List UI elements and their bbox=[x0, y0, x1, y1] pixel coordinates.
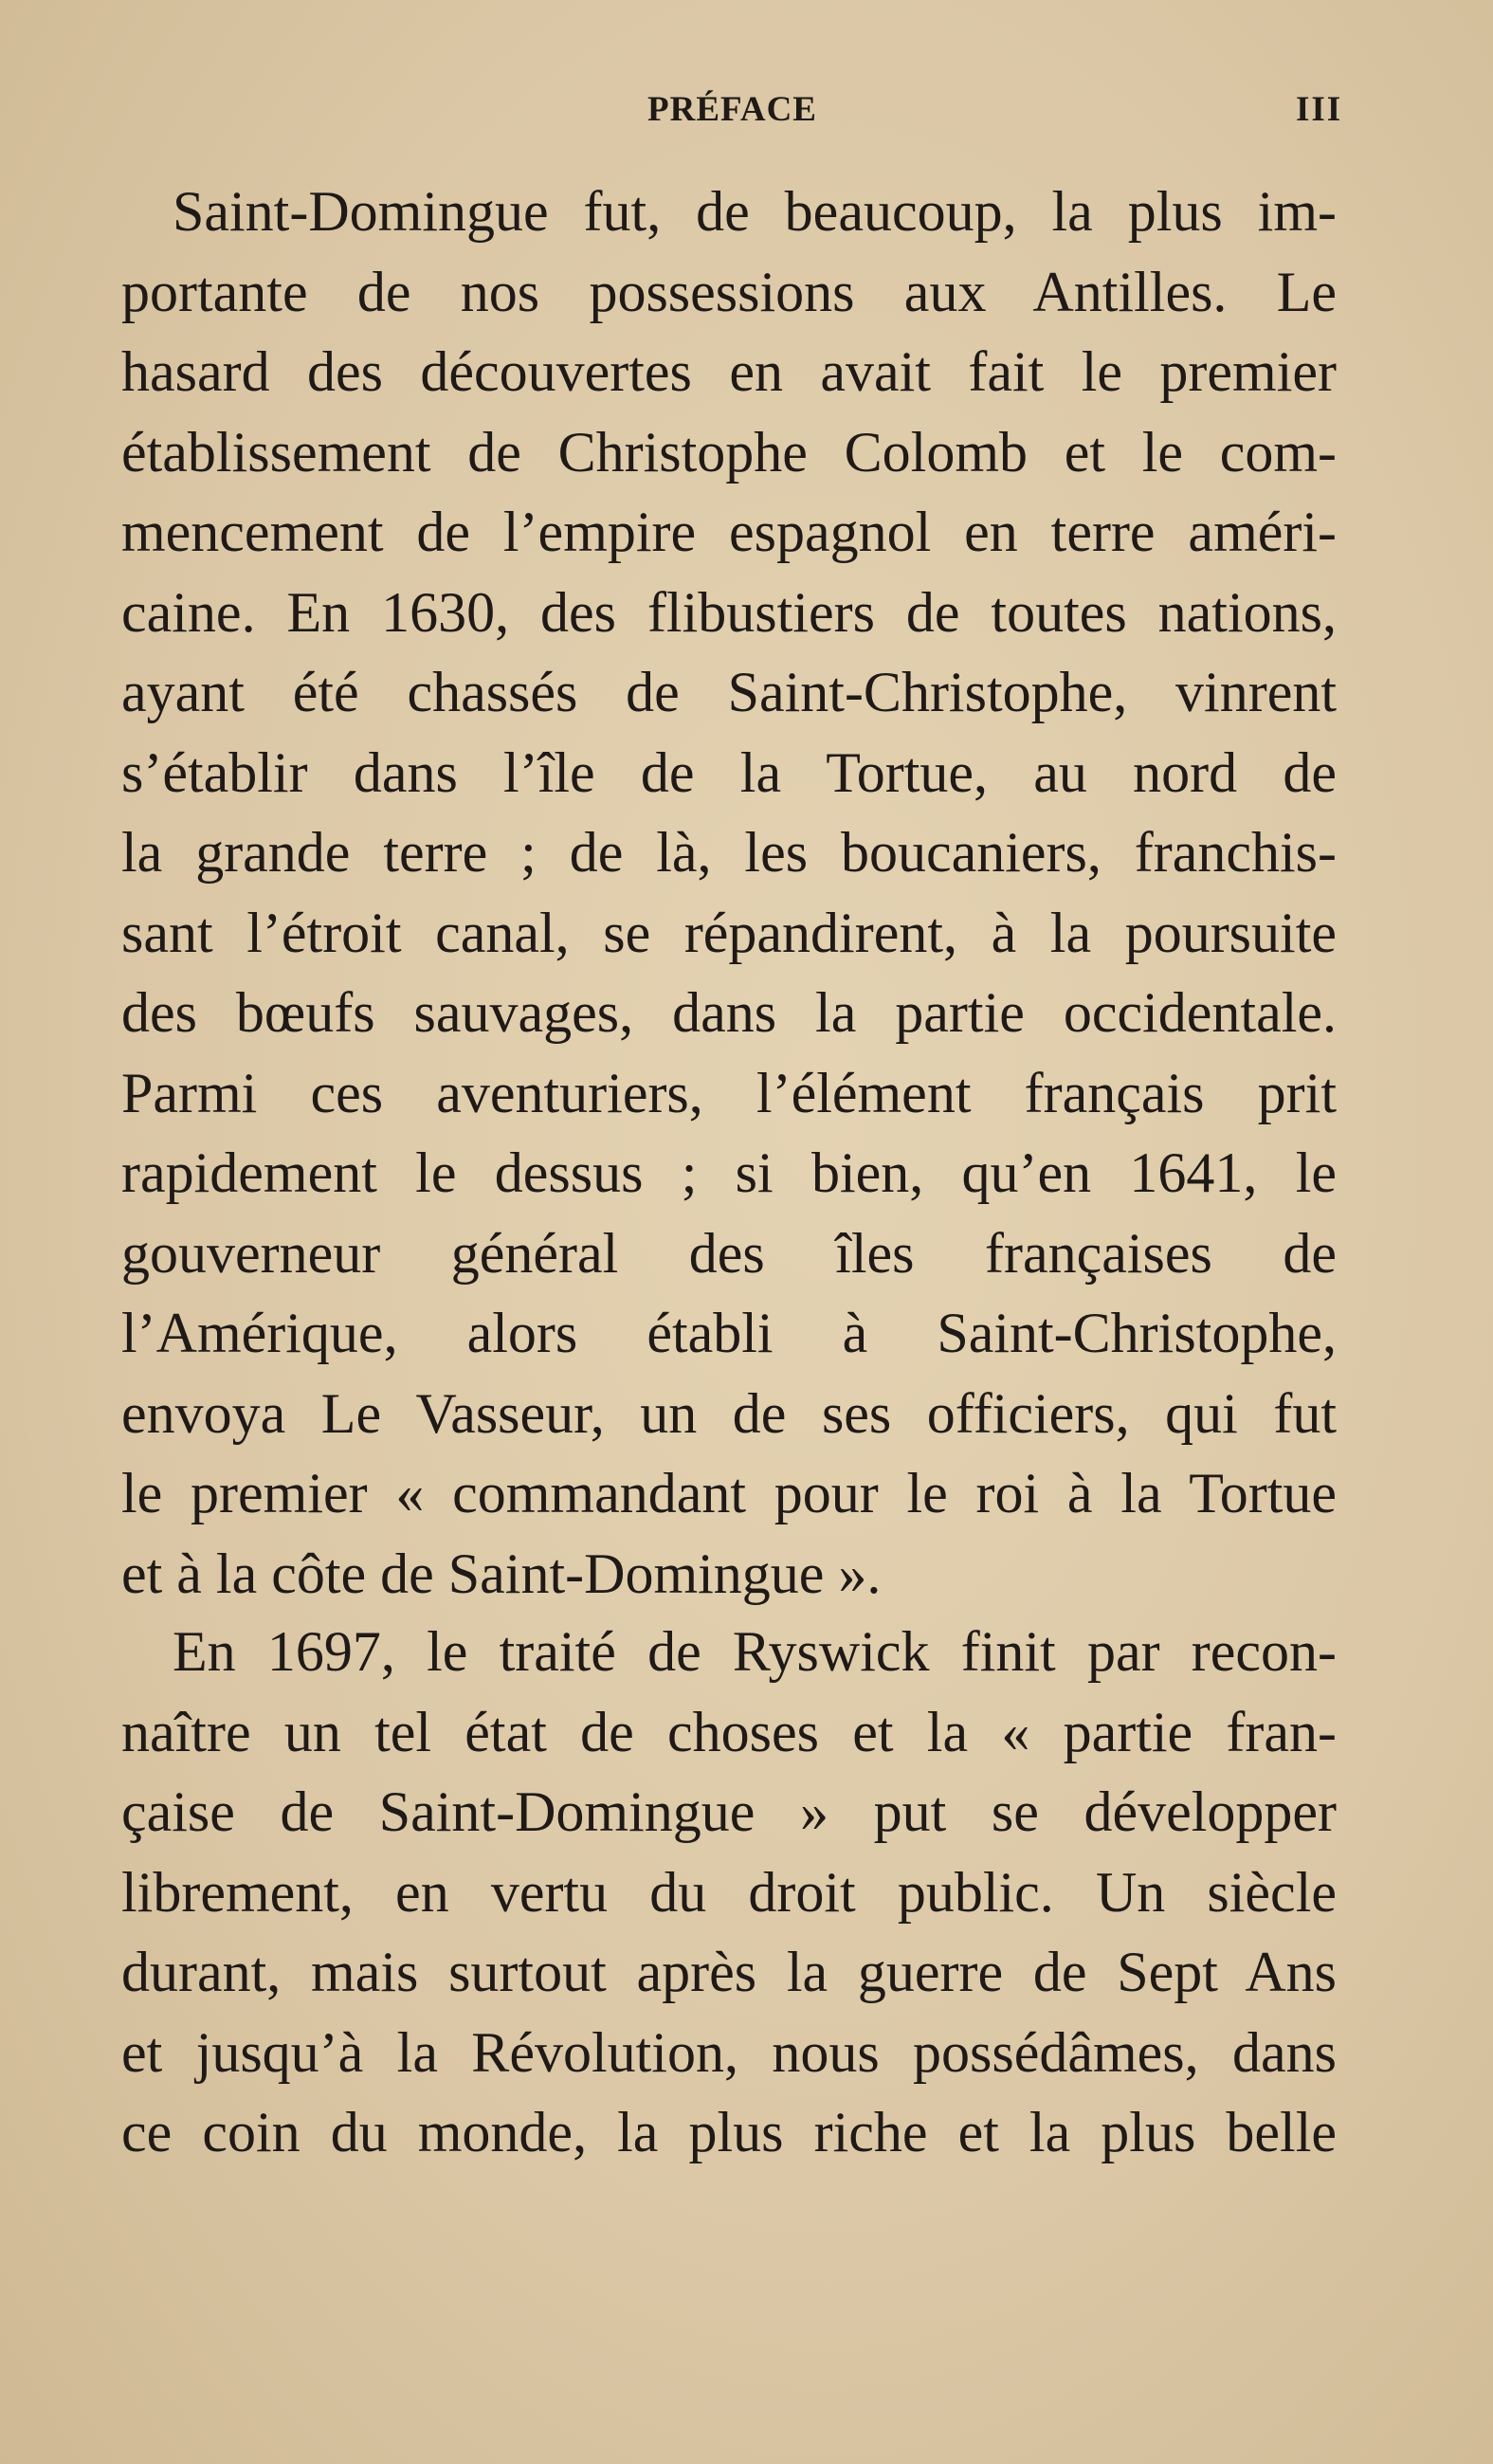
text-line: hasard des découvertes en avait fait le premier bbox=[121, 340, 1337, 403]
text-line: naître un tel état de choses et la « partie fran- bbox=[121, 1700, 1337, 1763]
text-line: envoya Le Vasseur, un de ses officiers, qui fut bbox=[121, 1381, 1337, 1445]
text-line: des bœufs sauvages, dans la partie occidentale. bbox=[121, 981, 1337, 1044]
text-line: mencement de l’empire espagnol en terre améri- bbox=[121, 501, 1337, 563]
text-line: durant, mais surtout après la guerre de Sept Ans bbox=[121, 1941, 1337, 2003]
running-header-title: PRÉFACE bbox=[647, 90, 817, 129]
text-line: rapidement le dessus ; si bien, qu’en 1641, le bbox=[121, 1141, 1337, 1204]
text-line: le premier « commandant pour le roi à la Tortue bbox=[121, 1462, 1337, 1524]
text-line: En 1697, le traité de Ryswick finit par recon- bbox=[173, 1620, 1337, 1683]
text-line: Parmi ces aventuriers, l’élément français prit bbox=[121, 1061, 1337, 1124]
text-line: établissement de Christophe Colomb et le com- bbox=[121, 420, 1337, 484]
text-line: et jusqu’à la Révolution, nous possédâmes, dans bbox=[121, 2020, 1337, 2084]
text-line: s’établir dans l’île de la Tortue, au nord de bbox=[121, 740, 1337, 804]
text-line: librement, en vertu du droit public. Un siècle bbox=[121, 1860, 1337, 1924]
text-line: caine. En 1630, des flibustiers de toutes nations, bbox=[121, 580, 1337, 644]
text-line: sant l’étroit canal, se répandirent, à la poursuite bbox=[121, 901, 1337, 964]
paragraph-2 bbox=[121, 1612, 1337, 2173]
text-line: Saint-Domingue fut, de beaucoup, la plus im- bbox=[173, 180, 1337, 243]
text-line: ayant été chassés de Saint-Christophe, vinrent bbox=[121, 661, 1337, 723]
text-line: la grande terre ; de là, les boucaniers, franchis- bbox=[121, 821, 1337, 884]
text-line: et à la côte de Saint-Domingue ». bbox=[121, 1542, 882, 1605]
text-line: l’Amérique, alors établi à Saint-Christophe, bbox=[121, 1302, 1337, 1364]
page-number: III bbox=[1296, 90, 1343, 129]
text-line: ce coin du monde, la plus riche et la plus belle bbox=[121, 2101, 1337, 2163]
text-line: çaise de Saint-Domingue » put se développer bbox=[121, 1780, 1337, 1843]
text-line: portante de nos possessions aux Antilles. Le bbox=[121, 260, 1337, 323]
text-line: gouverneur général des îles françaises de bbox=[121, 1221, 1337, 1285]
paragraph-1 bbox=[121, 172, 1337, 1614]
